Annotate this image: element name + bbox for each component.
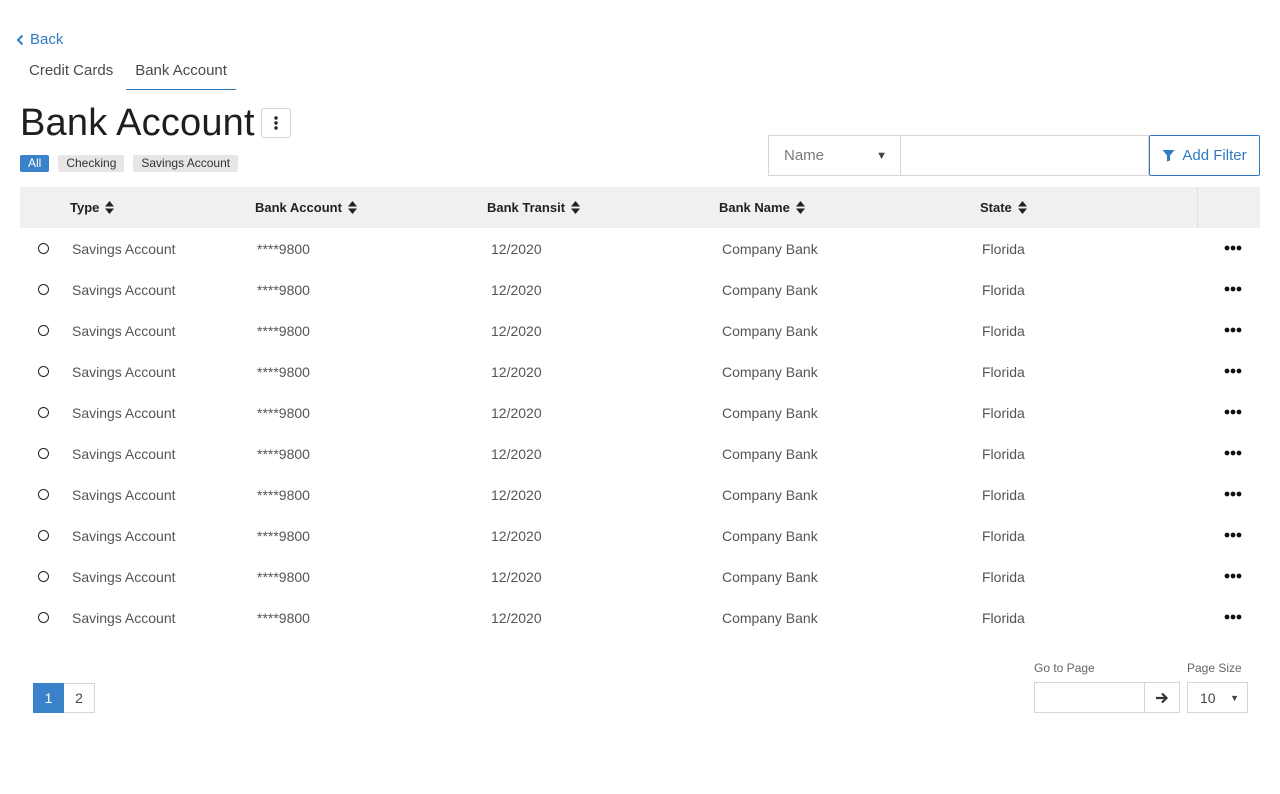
row-select-radio[interactable] (38, 284, 49, 295)
goto-page-input[interactable] (1034, 682, 1145, 713)
cell-bank-name: Company Bank (722, 281, 818, 298)
cell-state: Florida (982, 240, 1025, 257)
column-header-label: State (980, 200, 1012, 215)
column-header-label: Bank Account (255, 200, 342, 215)
add-filter-button[interactable] (1149, 135, 1260, 176)
table-row (20, 515, 1260, 556)
cell-bank-name: Company Bank (722, 527, 818, 544)
cell-bank-account: ****9800 (257, 363, 310, 380)
column-header-label: Bank Name (719, 200, 790, 215)
arrow-right-icon (1156, 692, 1169, 704)
cell-type: Savings Account (72, 445, 176, 462)
vertical-dots-icon (274, 116, 278, 130)
row-menu-icon[interactable] (1224, 614, 1242, 620)
cell-bank-name: Company Bank (722, 568, 818, 585)
cell-bank-account: ****9800 (257, 609, 310, 626)
table-row (20, 597, 1260, 638)
cell-bank-transit: 12/2020 (491, 281, 542, 298)
cell-type: Savings Account (72, 568, 176, 585)
column-header-bank-account[interactable] (255, 187, 357, 228)
cell-state: Florida (982, 281, 1025, 298)
caret-down-icon: ▼ (1230, 692, 1239, 703)
back-label: Back (30, 31, 64, 48)
filter-bar (768, 135, 1260, 176)
table-row (20, 433, 1260, 474)
column-header-bank-name[interactable] (719, 187, 805, 228)
cell-bank-account: ****9800 (257, 527, 310, 544)
column-header-state[interactable] (980, 187, 1027, 228)
cell-bank-name: Company Bank (722, 363, 818, 380)
column-header-bank-transit[interactable] (487, 187, 580, 228)
page-size-label: Page Size (1187, 661, 1242, 675)
cell-bank-transit: 12/2020 (491, 240, 542, 257)
cell-type: Savings Account (72, 322, 176, 339)
cell-bank-transit: 12/2020 (491, 486, 542, 503)
cell-bank-name: Company Bank (722, 404, 818, 421)
cell-bank-account: ****9800 (257, 568, 310, 585)
filter-field-select[interactable] (768, 135, 900, 176)
cell-bank-name: Company Bank (722, 486, 818, 503)
row-select-radio[interactable] (38, 448, 49, 459)
row-menu-icon[interactable] (1224, 245, 1242, 251)
chip-savings-account[interactable]: Savings Account (133, 155, 238, 172)
cell-bank-account: ****9800 (257, 322, 310, 339)
bank-accounts-table (20, 187, 1260, 638)
cell-bank-account: ****9800 (257, 240, 310, 257)
filter-funnel-icon (1162, 149, 1175, 162)
row-select-radio[interactable] (38, 366, 49, 377)
row-select-radio[interactable] (38, 612, 49, 623)
row-menu-icon[interactable] (1224, 327, 1242, 333)
cell-type: Savings Account (72, 527, 176, 544)
table-row (20, 351, 1260, 392)
cell-bank-account: ****9800 (257, 281, 310, 298)
chip-checking[interactable]: Checking (58, 155, 124, 172)
goto-page-label: Go to Page (1034, 661, 1095, 675)
cell-state: Florida (982, 486, 1025, 503)
table-row (20, 392, 1260, 433)
cell-bank-transit: 12/2020 (491, 527, 542, 544)
table-header (20, 187, 1260, 228)
cell-bank-account: ****9800 (257, 445, 310, 462)
row-menu-icon[interactable] (1224, 286, 1242, 292)
caret-down-icon: ▼ (876, 149, 887, 162)
page-title: Bank Account (20, 102, 255, 144)
cell-state: Florida (982, 527, 1025, 544)
goto-page-control (1034, 682, 1180, 713)
sort-icon (571, 201, 580, 214)
goto-page-button[interactable] (1145, 682, 1180, 713)
cell-state: Florida (982, 445, 1025, 462)
cell-type: Savings Account (72, 486, 176, 503)
row-menu-icon[interactable] (1224, 409, 1242, 415)
back-link[interactable] (16, 31, 63, 48)
row-select-radio[interactable] (38, 489, 49, 500)
row-menu-icon[interactable] (1224, 450, 1242, 456)
header-divider (1197, 187, 1198, 228)
row-select-radio[interactable] (38, 407, 49, 418)
table-row (20, 310, 1260, 351)
sort-icon (1018, 201, 1027, 214)
cell-type: Savings Account (72, 404, 176, 421)
row-menu-icon[interactable] (1224, 368, 1242, 374)
table-row (20, 269, 1260, 310)
pagination (33, 683, 95, 713)
tab-bank-account[interactable]: Bank Account (126, 56, 236, 90)
column-header-label: Bank Transit (487, 200, 566, 215)
row-select-radio[interactable] (38, 243, 49, 254)
cell-bank-transit: 12/2020 (491, 404, 542, 421)
chevron-left-icon (16, 34, 24, 46)
row-select-radio[interactable] (38, 571, 49, 582)
cell-state: Florida (982, 404, 1025, 421)
cell-type: Savings Account (72, 609, 176, 626)
chip-all[interactable]: All (20, 155, 49, 172)
table-row (20, 556, 1260, 597)
table-row (20, 228, 1260, 269)
cell-state: Florida (982, 568, 1025, 585)
cell-bank-transit: 12/2020 (491, 445, 542, 462)
filter-field-value: Name (784, 147, 825, 164)
cell-bank-account: ****9800 (257, 486, 310, 503)
sort-icon (348, 201, 357, 214)
page-size-select[interactable] (1187, 682, 1248, 713)
row-menu-icon[interactable] (1224, 491, 1242, 497)
cell-type: Savings Account (72, 240, 176, 257)
table-row (20, 474, 1260, 515)
cell-bank-transit: 12/2020 (491, 609, 542, 626)
cell-state: Florida (982, 609, 1025, 626)
row-menu-icon[interactable] (1224, 532, 1242, 538)
row-select-radio[interactable] (38, 325, 49, 336)
row-select-radio[interactable] (38, 530, 49, 541)
add-filter-label: Add Filter (1182, 147, 1247, 164)
table-body (20, 228, 1260, 638)
page-button-1[interactable]: 1 (33, 683, 64, 713)
page-actions-button[interactable] (261, 108, 291, 138)
cell-bank-transit: 12/2020 (491, 363, 542, 380)
cell-bank-transit: 12/2020 (491, 322, 542, 339)
column-header-type[interactable] (70, 187, 114, 228)
sort-icon (796, 201, 805, 214)
cell-bank-name: Company Bank (722, 240, 818, 257)
column-header-label: Type (70, 200, 100, 215)
cell-bank-account: ****9800 (257, 404, 310, 421)
row-menu-icon[interactable] (1224, 573, 1242, 579)
cell-bank-transit: 12/2020 (491, 568, 542, 585)
type-filter-chips (20, 155, 238, 172)
cell-state: Florida (982, 363, 1025, 380)
sort-icon (105, 201, 114, 214)
filter-search-input[interactable] (900, 135, 1149, 176)
cell-state: Florida (982, 322, 1025, 339)
cell-bank-name: Company Bank (722, 445, 818, 462)
page-button-2[interactable]: 2 (64, 683, 95, 713)
cell-bank-name: Company Bank (722, 609, 818, 626)
cell-type: Savings Account (72, 363, 176, 380)
tab-bar (20, 56, 240, 90)
page-size-value: 10 (1200, 689, 1216, 706)
cell-bank-name: Company Bank (722, 322, 818, 339)
cell-type: Savings Account (72, 281, 176, 298)
tab-credit-cards[interactable]: Credit Cards (29, 62, 114, 79)
